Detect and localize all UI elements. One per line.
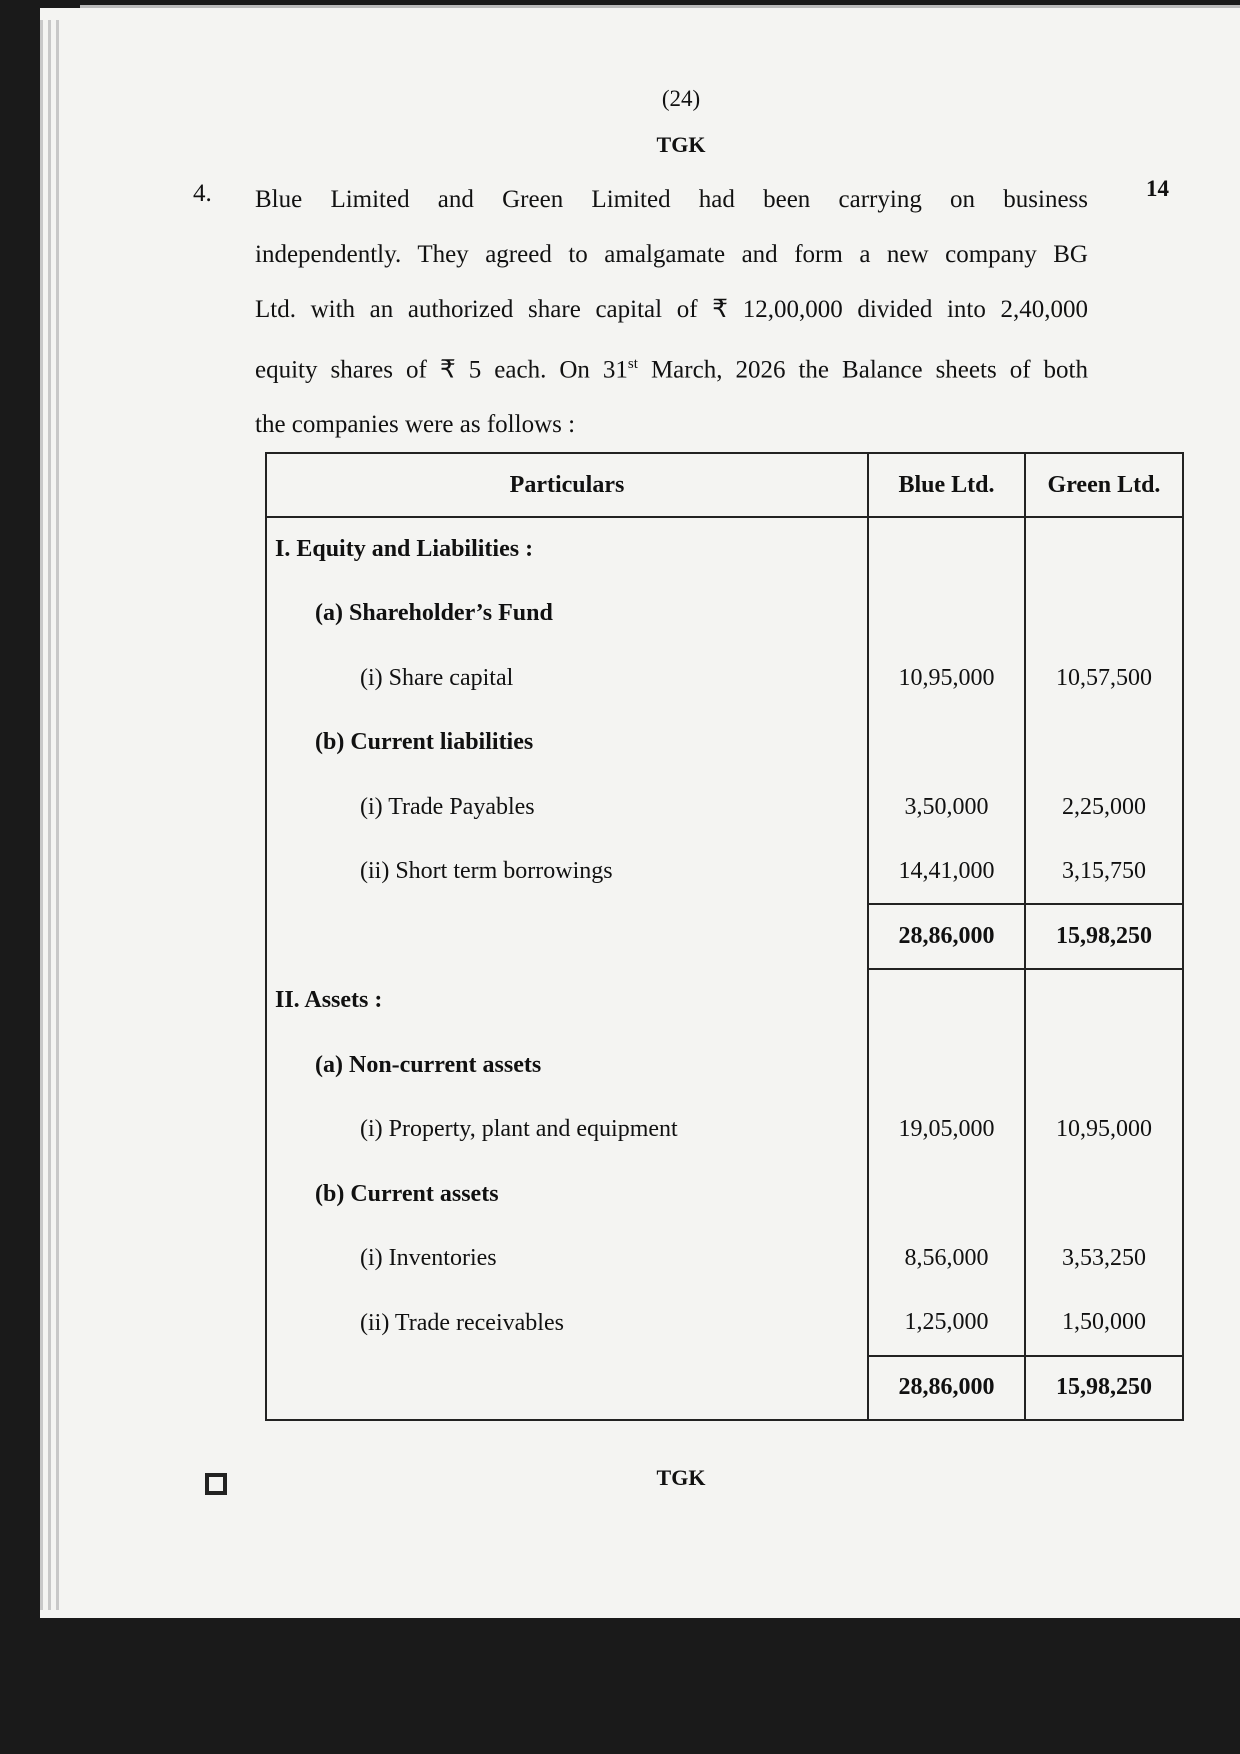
row-label <box>266 1356 868 1421</box>
question-line: Blue Limited and Green Limited had been carrying on business <box>255 186 1088 213</box>
green-ltd-value <box>1025 711 1183 776</box>
row-label: (i) Share capital <box>266 646 868 711</box>
table-row <box>266 1162 1183 1227</box>
paper-code-top: TGK <box>656 132 706 157</box>
page-number: (24) <box>661 86 701 111</box>
green-ltd-value <box>1025 582 1183 647</box>
balance-sheet-table <box>265 452 1184 1421</box>
row-label <box>266 904 868 969</box>
table-row <box>266 517 1183 582</box>
green-ltd-value: 15,98,250 <box>1025 904 1183 969</box>
row-label: (i) Trade Payables <box>266 775 868 840</box>
blue-ltd-value: 28,86,000 <box>868 904 1025 969</box>
blue-ltd-value: 1,25,000 <box>868 1291 1025 1356</box>
page-edge <box>48 20 51 1610</box>
blue-ltd-value <box>868 969 1025 1034</box>
table-row <box>266 904 1183 969</box>
table-row <box>266 969 1183 1034</box>
header-green-ltd: Green Ltd. <box>1047 471 1161 498</box>
table-row <box>266 582 1183 647</box>
row-label: I. Equity and Liabilities : <box>266 517 868 582</box>
table-row <box>266 840 1183 905</box>
row-label: (b) Current liabilities <box>266 711 868 776</box>
blue-ltd-value <box>868 582 1025 647</box>
blue-ltd-value: 14,41,000 <box>868 840 1025 905</box>
row-label: (ii) Short term borrowings <box>266 840 868 905</box>
table-row <box>266 646 1183 711</box>
question-marks: 14 <box>1146 176 1169 201</box>
paper-code-bottom: TGK <box>656 1465 706 1490</box>
blue-ltd-value: 28,86,000 <box>868 1356 1025 1421</box>
blue-ltd-value: 19,05,000 <box>868 1098 1025 1163</box>
row-label: (b) Current assets <box>266 1162 868 1227</box>
row-label: (a) Non-current assets <box>266 1033 868 1098</box>
page-edge <box>56 20 59 1610</box>
row-label: II. Assets : <box>266 969 868 1034</box>
header-particulars: Particulars <box>266 453 868 517</box>
green-ltd-value: 2,25,000 <box>1062 793 1146 820</box>
header-blue-ltd: Blue Ltd. <box>868 453 1025 517</box>
green-ltd-value: 15,98,250 <box>1025 1356 1183 1421</box>
green-ltd-value: 1,50,000 <box>1062 1309 1146 1336</box>
green-ltd-value: 10,57,500 <box>1056 664 1152 691</box>
row-label: (ii) Trade receivables <box>266 1291 868 1356</box>
table-row <box>266 775 1183 840</box>
row-label: (a) Shareholder’s Fund <box>266 582 868 647</box>
green-ltd-value <box>1025 1033 1183 1098</box>
page-edge <box>40 20 43 1610</box>
green-ltd-value: 10,95,000 <box>1056 1116 1152 1143</box>
green-ltd-value: 3,15,750 <box>1062 857 1146 884</box>
green-ltd-value <box>1025 969 1183 1034</box>
blue-ltd-value <box>868 711 1025 776</box>
table-row <box>266 711 1183 776</box>
question-line: the companies were as follows : <box>255 411 576 439</box>
question-line: Ltd. with an authorized share capital of ₹ 12,00,000 divided into 2,40,000 <box>255 296 1088 323</box>
blue-ltd-value <box>868 1033 1025 1098</box>
blue-ltd-value <box>868 517 1025 582</box>
blue-ltd-value: 10,95,000 <box>868 646 1025 711</box>
table-row <box>266 1356 1183 1421</box>
blue-ltd-value: 8,56,000 <box>868 1227 1025 1292</box>
row-label: (i) Property, plant and equipment <box>266 1098 868 1163</box>
table-row <box>266 1098 1183 1163</box>
green-ltd-value: 3,53,250 <box>1062 1245 1146 1272</box>
question-line: independently. They agreed to amalgamate and form a new company BG <box>255 241 1088 268</box>
row-label: (i) Inventories <box>266 1227 868 1292</box>
table-row <box>266 1227 1183 1292</box>
table-row <box>266 1033 1183 1098</box>
blue-ltd-value <box>868 1162 1025 1227</box>
green-ltd-value <box>1025 517 1183 582</box>
question-line: equity shares of ₹ 5 each. On 31st March, 2026 the Balance sheets of both <box>255 356 1088 384</box>
question-number: 4. <box>193 180 212 207</box>
green-ltd-value <box>1025 1162 1183 1227</box>
table-row <box>266 1291 1183 1356</box>
blue-ltd-value: 3,50,000 <box>868 775 1025 840</box>
question-text <box>255 172 1088 452</box>
